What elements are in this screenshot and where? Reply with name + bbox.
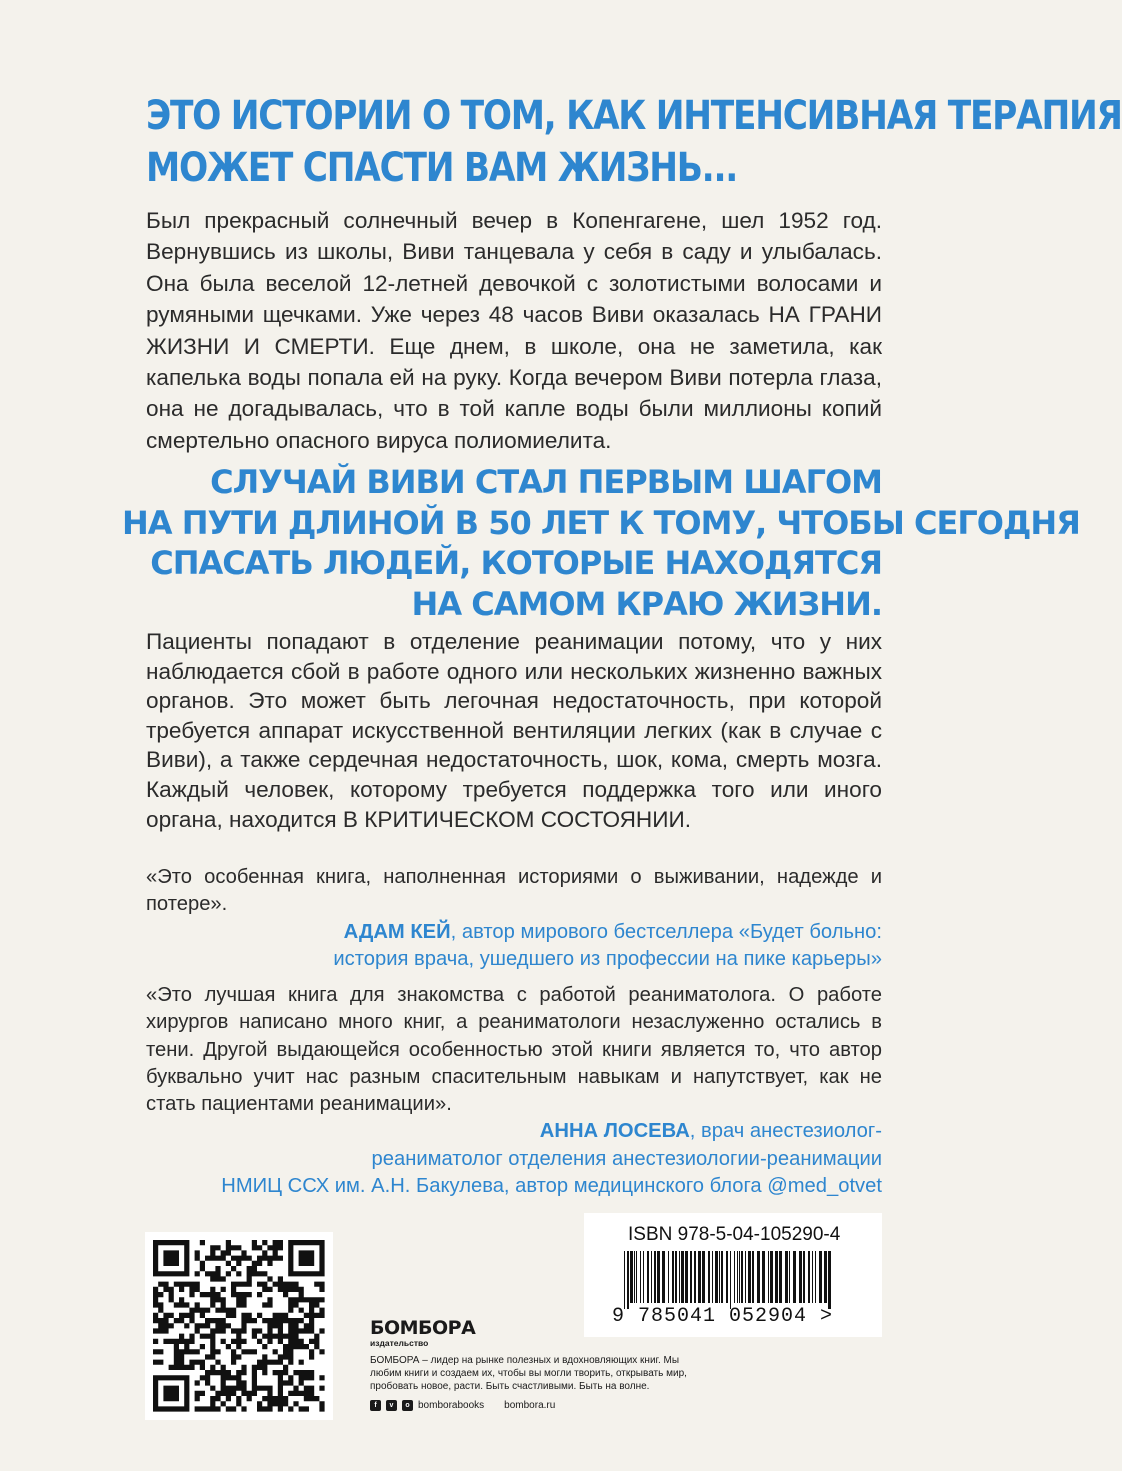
social-icon: f (370, 1400, 381, 1411)
qr-code (145, 1232, 333, 1420)
quote-role: история врача, ушедшего из профессии на пике карьеры» (333, 947, 882, 970)
quote-text: «Это лучшая книга для знакомства с работой реаниматолога. О работе хирургов написано много книг, а реаниматологи незаслуженно остались в тени. Другой выдающейся особенностью этой книги является то, что автор буквально учит нас разным спасительным навыкам и напутствует, как не стать пациентами реанимации». (146, 984, 882, 1116)
publisher-handle: bomborabooks (418, 1400, 485, 1411)
social-icon: v (386, 1400, 397, 1411)
quote-role: , врач анестезиолог- (689, 1120, 882, 1143)
subheadline-line: СЛУЧАЙ ВИВИ СТАЛ ПЕРВЫМ ШАГОМ (210, 463, 882, 501)
subheadline-line: СПАСАТЬ ЛЮДЕЙ, КОТОРЫЕ НАХОДЯТСЯ (150, 544, 882, 582)
quote-author: АННА ЛОСЕВА (539, 1120, 690, 1143)
quote-role: , автор мирового бестселлера «Будет больно: (450, 920, 882, 943)
publisher-logo: БОМБОРА (370, 1317, 476, 1339)
quote-role: НМИЦ ССХ им. А.Н. Бакулева, автор медицинского блога @med_otvet (221, 1175, 882, 1198)
quote-author: АДАМ КЕЙ (343, 920, 451, 943)
quote-role: реаниматолог отделения анестезиологии-реанимации (371, 1147, 882, 1170)
review-quote-1 (146, 864, 882, 973)
subheadline (122, 462, 1080, 624)
headline-line: МОЖЕТ СПАСТИ ВАМ ЖИЗНЬ... (146, 145, 738, 191)
isbn-label: ISBN 978-5-04-105290-4 (628, 1224, 841, 1245)
headline (146, 90, 1122, 194)
social-icon: o (402, 1400, 413, 1411)
subheadline-line: НА ПУТИ ДЛИНОЙ В 50 ЛЕТ К ТОМУ, ЧТОБЫ СЕГОДНЯ (122, 503, 1080, 542)
quote-attribution (146, 1118, 882, 1200)
body-paragraph: Пациенты попадают в отделение реанимации потому, что у них наблюдается сбой в работе одного или нескольких жизненно важных органов. Это может быть легочная недостаточность, при которой требуется аппарат искусственной вентиляции легких (как в случае с Виви), а также сердечная недостаточность, шок, кома, смерть мозга. Каждый человек, которому требуется поддержка того или иного органа, находится В КРИТИЧЕСКОМ СОСТОЯНИИ. (146, 629, 882, 832)
publisher-logo-subtitle: издательство (370, 1338, 429, 1348)
publisher-site: bombora.ru (504, 1400, 556, 1411)
publisher-description: БОМБОРА – лидер на рынке полезных и вдохновляющих книг. Мы любим книги и создаем их, чтобы вы могли творить, открывать мир, пробовать новое, расти. Быть счастливыми. Быть на волне. (370, 1355, 687, 1392)
intro-paragraph: Был прекрасный солнечный вечер в Копенгагене, шел 1952 год. Вернувшись из школы, Виви танцевала у себя в саду и улыбалась. Она была веселой 12-летней девочкой с золотистыми волосами и румяными щечками. Уже через 48 часов Виви оказалась НА ГРАНИ ЖИЗНИ И СМЕРТИ. Еще днем, в школе, она не заметила, как капелька воды попала ей на руку. Когда вечером Виви потерла глаза, она не догадывалась, что в той капле воды были миллионы копий смертельно опасного вируса полиомиелита. (146, 208, 882, 453)
quote-text: «Это особенная книга, наполненная историями о выживании, надежде и потере». (146, 866, 882, 916)
barcode-image (624, 1251, 836, 1309)
review-quote-2 (146, 982, 882, 1200)
barcode-digits: 9 785041 052904 > (612, 1305, 834, 1328)
subheadline-line: НА САМОМ КРАЮ ЖИЗНИ. (411, 584, 882, 623)
quote-attribution (146, 919, 882, 974)
headline-line: ЭТО ИСТОРИИ О ТОМ, КАК ИНТЕНСИВНАЯ ТЕРАПИЯ (146, 93, 1122, 139)
publisher-links (370, 1400, 720, 1411)
isbn-block (584, 1213, 882, 1337)
qr-code-image (145, 1232, 333, 1420)
